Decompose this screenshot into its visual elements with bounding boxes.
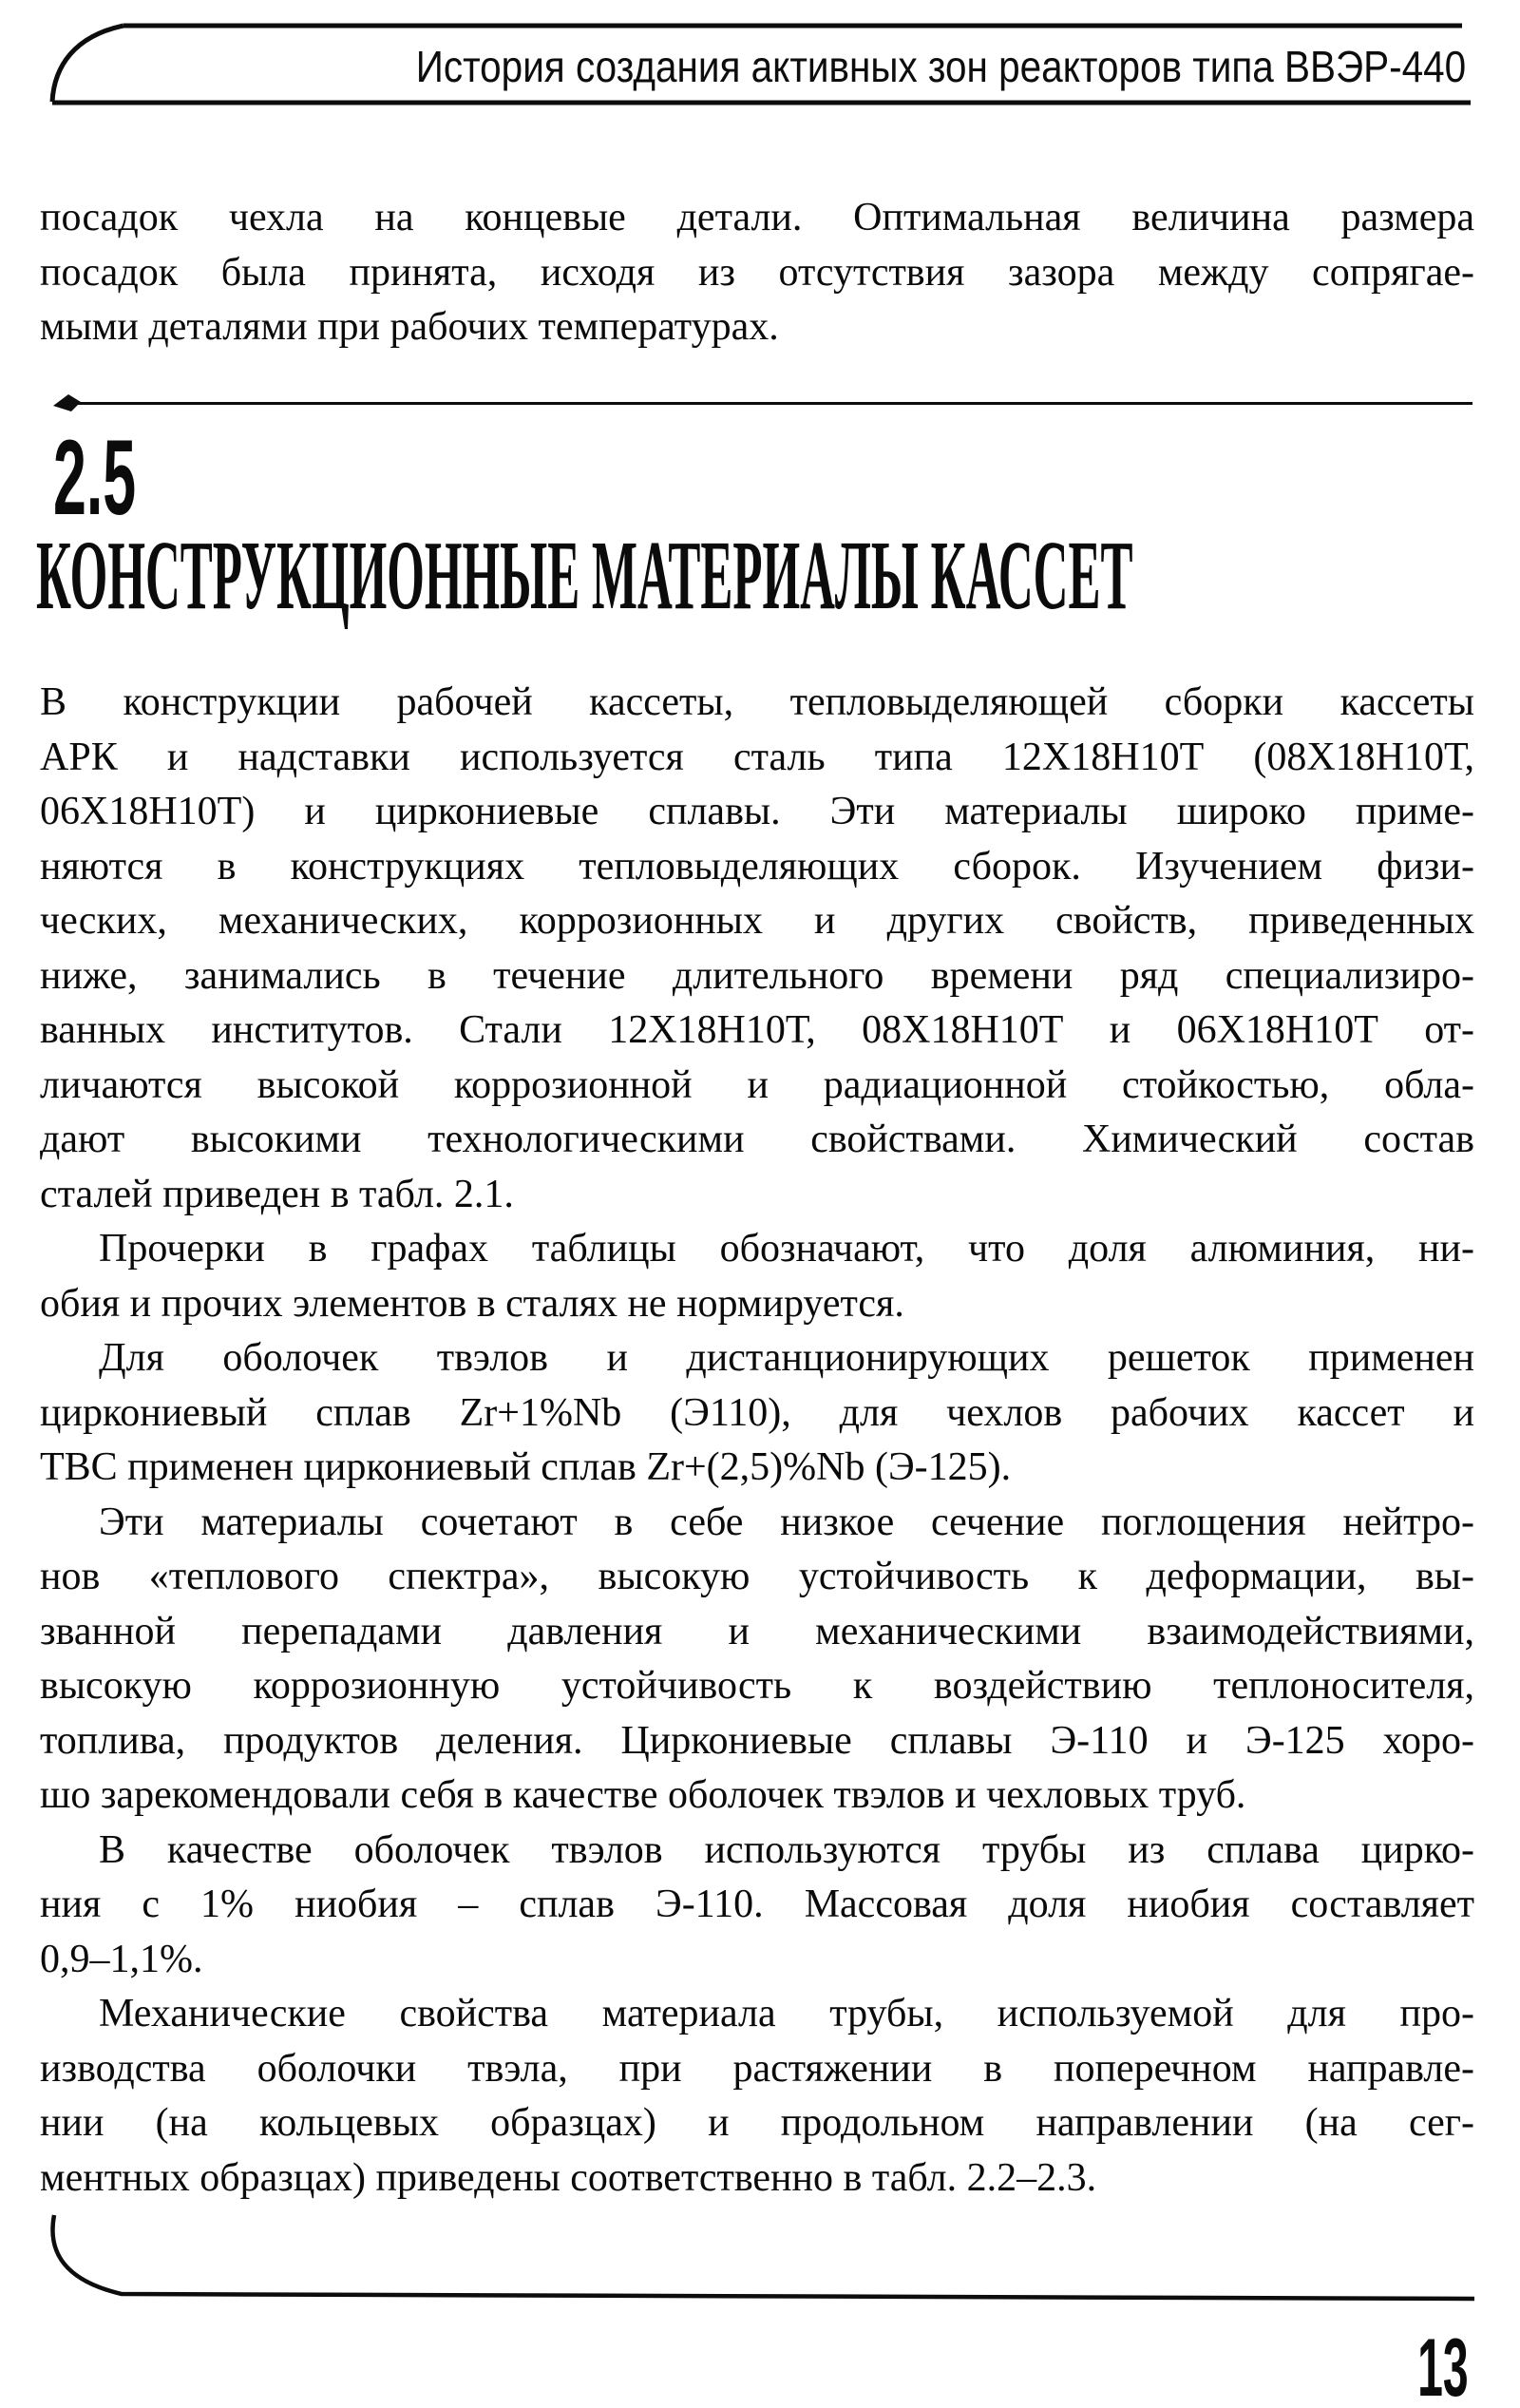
- text-line: В качестве оболочек твэлов используются трубы из сплава цирко-: [99, 1827, 1474, 1872]
- text-line: посадок чехла на концевые детали. Оптимальная величина размера: [40, 196, 1474, 239]
- text-line: 06Х18Н10Т) и циркониевые сплавы. Эти материалы широко приме-: [40, 790, 1474, 833]
- section-number: [53, 418, 201, 537]
- section-title-text: КОНСТРУКЦИОННЫЕ МАТЕРИАЛЫ КАССЕТ: [36, 521, 1133, 630]
- text-line: сталей приведен в табл. 2.1.: [40, 1172, 514, 1216]
- text-line: нов «теплового спектра», высокую устойчивость к деформации, вы-: [40, 1555, 1474, 1598]
- text-line: циркониевый сплав Zr+1%Nb (Э110), для чехлов рабочих кассет и: [40, 1390, 1474, 1435]
- running-head-title: История создания активных зон реакторов типа ВВЭР-440: [415, 42, 1466, 91]
- divider-arrow-icon: [53, 394, 81, 411]
- text-line: шо зарекомендовали себя в качестве оболочек твэлов и чехловых труб.: [40, 1773, 1246, 1817]
- footer-rule: [52, 2215, 1474, 2299]
- text-line: обия и прочих элементов в сталях не нормируется.: [40, 1281, 904, 1326]
- page-number: 13: [1417, 2322, 1469, 2408]
- text-line: Механические свойства материала трубы, используемой для про-: [99, 1992, 1474, 2035]
- text-line: мыми деталями при рабочих температурах.: [40, 305, 779, 349]
- text-line: посадок была принята, исходя из отсутствия зазора между сопрягае-: [40, 250, 1474, 295]
- text-line: ментных образцах) приведены соответственно в табл. 2.2–2.3.: [40, 2155, 1097, 2200]
- text-line: ванных институтов. Стали 12Х18Н10Т, 08Х18Н10Т и 06Х18Н10Т от-: [40, 1008, 1474, 1052]
- text-line: изводства оболочки твэла, при растяжении в поперечном направле-: [40, 2046, 1474, 2091]
- text-line: АРК и надставки используется сталь типа 12Х18Н10Т (08Х18Н10Т,: [40, 735, 1474, 779]
- text-line: ческих, механических, коррозионных и других свойств, приведенных: [40, 899, 1474, 943]
- section-title: [36, 522, 1520, 630]
- text-line: дают высокими технологическими свойствами. Химический состав: [40, 1118, 1474, 1161]
- section-divider-rule: [53, 394, 1472, 411]
- text-line: В конструкции рабочей кассеты, тепловыделяющей сборки кассеты: [40, 680, 1474, 724]
- text-line: няются в конструкциях тепловыделяющих сборок. Изучением физи-: [40, 844, 1474, 889]
- text-line: званной перепадами давления и механическими взаимодействиями,: [40, 1609, 1474, 1653]
- text-line: Прочерки в графах таблицы обозначают, что доля алюминия, ни-: [99, 1227, 1474, 1271]
- text-line: личаются высокой коррозионной и радиационной стойкостью, обла-: [40, 1062, 1474, 1107]
- text-line: нии (на кольцевых образцах) и продольном направлении (на сег-: [40, 2101, 1474, 2145]
- text-line: 0,9–1,1%.: [40, 1937, 203, 1981]
- text-line: ния с 1% ниобия – сплав Э-110. Массовая доля ниобия составляет: [40, 1882, 1474, 1926]
- text-line: ТВС применен циркониевый сплав Zr+(2,5)%Nb (Э-125).: [40, 1445, 1012, 1489]
- text-line: высокую коррозионную устойчивость к воздействию теплоносителя,: [40, 1664, 1474, 1708]
- text-line: Для оболочек твэлов и дистанционирующих решеток применен: [99, 1336, 1474, 1380]
- text-line: ниже, занимались в течение длительного времени ряд специализиро-: [40, 953, 1474, 998]
- text-line: топлива, продуктов деления. Циркониевые сплавы Э-110 и Э-125 хоро-: [40, 1718, 1474, 1763]
- intro-paragraph: [40, 191, 1474, 355]
- text-line: Эти материалы сочетают в себе низкое сечение поглощения нейтро-: [99, 1500, 1474, 1544]
- section-number-text: 2.5: [53, 418, 137, 537]
- body-text: [40, 676, 1474, 2206]
